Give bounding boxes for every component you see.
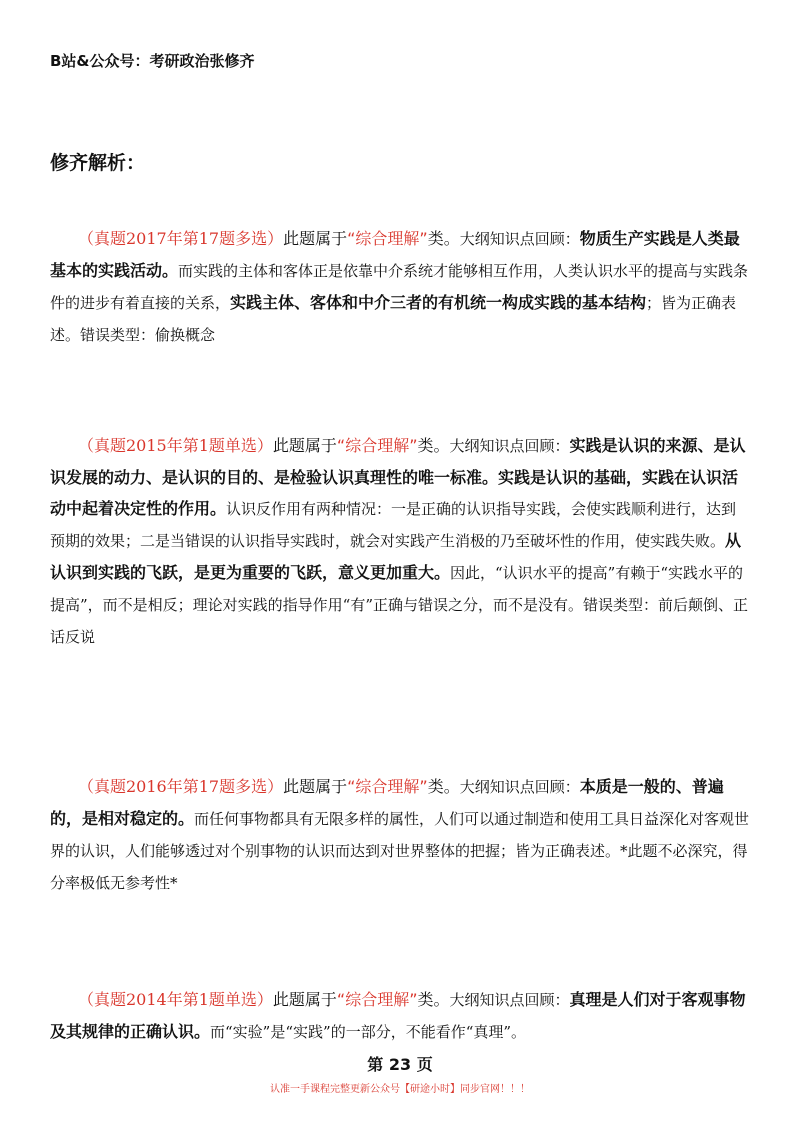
- category-label: “综合理解”: [336, 990, 418, 1009]
- text-segment: 认识反作用有两种情况：一是正确的认识指导实践，会使实践顺利进行，达到预期的效果；二是当错误的认识指导实践时，就会对实践产生消极的乃至破坏性的作用，使实践失败。: [50, 500, 737, 550]
- category-label: “综合理解”: [336, 436, 418, 455]
- page-number: 第 23 页: [367, 1055, 433, 1074]
- category-suffix: 类。: [417, 990, 450, 1009]
- category-suffix: 类。: [427, 229, 460, 248]
- section-title: 修齐解析：: [50, 152, 146, 174]
- category-lead: 此题属于: [272, 436, 337, 455]
- category-lead: 此题属于: [283, 229, 348, 248]
- category-lead: 此题属于: [283, 777, 348, 796]
- key-point: 实践是认识的来源、是认识发展的动力、是认识的目的、是检验认识真理性的唯一标准。实践是认识的基础，实践在认识活动中起着决定性的作用。: [50, 436, 746, 518]
- question-tag: （真题2014年第1题单选）: [78, 990, 273, 1009]
- key-point: 实践主体、客体和中介三者的有机统一构成实践的基本结构: [230, 293, 647, 312]
- key-point: 物质生产实践是人类最基本的实践活动。: [50, 229, 740, 280]
- analysis-paragraph: [50, 984, 750, 1048]
- text-segment: 大纲知识点回顾：: [459, 778, 580, 796]
- text-segment: 大纲知识点回顾：: [459, 230, 580, 248]
- text-segment: 而实践的主体和客体正是依靠中介系统才能够相互作用，人类认识水平的提高与实践条件的进步有着直接的关系，: [50, 262, 749, 312]
- footer-notice: 认准一手课程完整更新公众号【研途小时】同步官网！！！: [270, 1084, 530, 1095]
- category-suffix: 类。: [417, 436, 450, 455]
- analysis-paragraph: [50, 771, 750, 899]
- text-segment: ；皆为正确表述。错误类型：偷换概念: [50, 294, 737, 344]
- analysis-paragraph: [50, 430, 750, 653]
- category-label: “综合理解”: [347, 229, 428, 248]
- text-segment: 而“实验”是“实践”的一部分，不能看作“真理”。: [210, 1023, 527, 1041]
- category-suffix: 类。: [427, 777, 460, 796]
- text-segment: 大纲知识点回顾：: [449, 991, 570, 1009]
- question-tag: （真题2017年第17题多选）: [78, 229, 284, 248]
- key-point: 真理是人们对于客观事物及其规律的正确认识。: [50, 990, 746, 1041]
- header-title: B站&公众号：考研政治张修齐: [50, 52, 255, 70]
- category-lead: 此题属于: [272, 990, 337, 1009]
- category-label: “综合理解”: [347, 777, 428, 796]
- question-tag: （真题2015年第1题单选）: [78, 436, 273, 455]
- analysis-paragraph: [50, 223, 750, 351]
- text-segment: 而任何事物都具有无限多样的属性，人们可以通过制造和使用工具日益深化对客观世界的认识，人们能够透过对个别事物的认识而达到对世界整体的把握；皆为正确表述。*此题不必深究，得分率极低无参考性*: [50, 810, 750, 892]
- text-segment: 因此，“认识水平的提高”有赖于“实践水平的提高”，而不是相反；理论对实践的指导作用“有”正确与错误之分，而不是没有。错误类型：前后颠倒、正话反说: [50, 564, 749, 646]
- question-tag: （真题2016年第17题多选）: [78, 777, 284, 796]
- text-segment: 大纲知识点回顾：: [449, 437, 570, 455]
- key-point: 本质是一般的、普遍的，是相对稳定的。: [50, 777, 724, 828]
- key-point: 从认识到实践的飞跃，是更为重要的飞跃，意义更加重大。: [50, 531, 742, 582]
